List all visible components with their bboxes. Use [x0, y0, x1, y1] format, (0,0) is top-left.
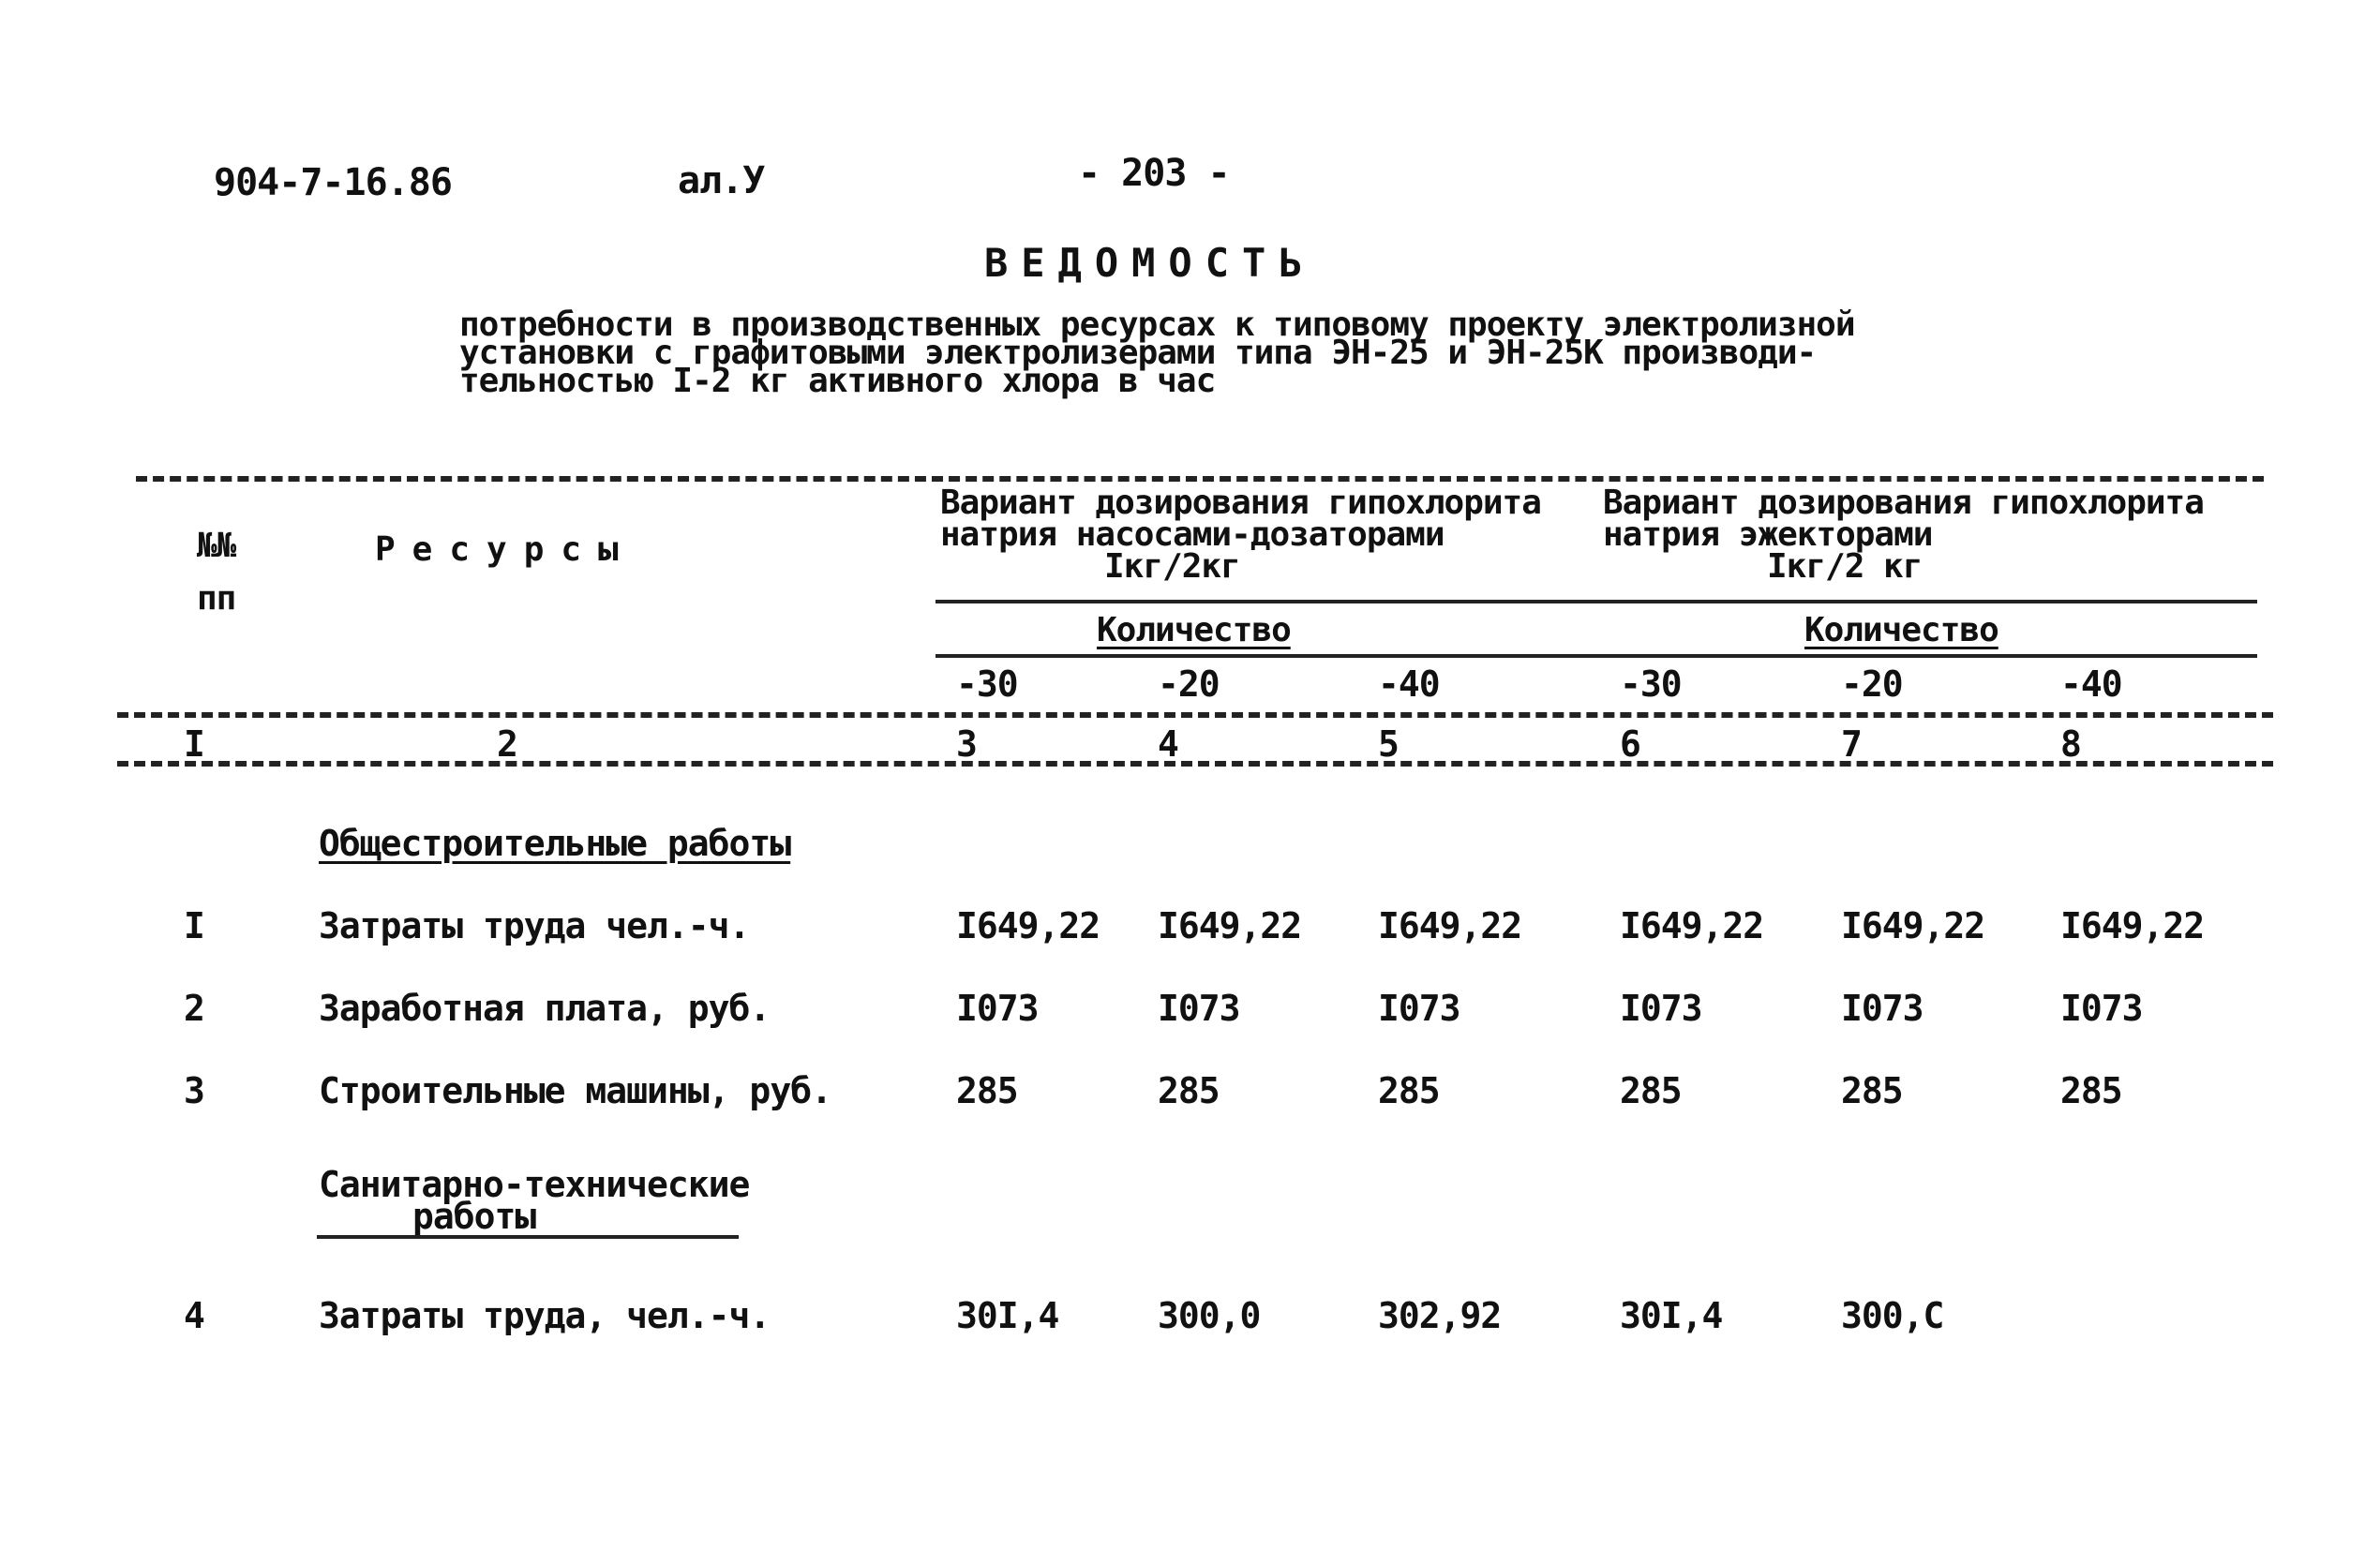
section-title-sanitary-line2: работы	[412, 1196, 536, 1237]
group-header-rule	[936, 600, 2257, 603]
intro-line-2: установки с графитовыми электролизерами типа ЭН-25 и ЭН-25К производи-	[459, 334, 1817, 372]
subheader-col8: -40	[2060, 663, 2122, 705]
group1-header-line1: Вариант дозирования гипохлорита	[940, 484, 1541, 522]
group1-header-line2: натрия насосами-дозаторами	[940, 515, 1444, 554]
document-code: 904-7-16.86	[214, 161, 452, 204]
subheader-col4: -20	[1158, 663, 1220, 705]
subheader-col7: -20	[1841, 663, 1903, 705]
group1-header-line3: Iкг/2кг	[1104, 547, 1240, 586]
row-value: 285	[1378, 1070, 1440, 1111]
column-number-6: 6	[1620, 723, 1640, 765]
row-value: I073	[1158, 988, 1240, 1029]
row-resource-name: Затраты труда, чел.-ч.	[319, 1295, 771, 1336]
page-number: - 203 -	[1078, 152, 1230, 195]
album-number: ал.У	[678, 159, 765, 202]
group2-header-line3: Iкг/2 кг	[1767, 547, 1923, 586]
row-resource-name: Строительные машины, руб.	[319, 1070, 831, 1111]
row-value: 30I,4	[1620, 1295, 1723, 1336]
col-number-header: №№ пп	[197, 527, 236, 618]
column-number-7: 7	[1841, 723, 1862, 765]
row-value: I649,22	[1620, 905, 1764, 946]
column-number-1: I	[184, 723, 204, 765]
row-value: I649,22	[956, 905, 1100, 946]
numbering-bottom-rule	[117, 761, 2273, 767]
row-number: 4	[184, 1295, 204, 1336]
intro-line-1: потребности в производственных ресурсах к типовому проекту электролизной	[459, 305, 1855, 344]
row-value: 285	[1841, 1070, 1903, 1111]
row-value: 300,0	[1158, 1295, 1261, 1336]
row-number: 2	[184, 988, 204, 1029]
row-value: I073	[1841, 988, 1923, 1029]
row-value: I649,22	[2060, 905, 2205, 946]
row-value: 285	[1620, 1070, 1682, 1111]
document-title: ВЕДОМОСТЬ	[984, 240, 1316, 286]
row-value: I073	[1620, 988, 1702, 1029]
row-value: 302,92	[1378, 1295, 1502, 1336]
subheader-col5: -40	[1378, 663, 1440, 705]
group1-quantity-header: Количество	[1097, 611, 1291, 649]
row-value: 285	[1158, 1070, 1220, 1111]
row-value: I073	[956, 988, 1039, 1029]
header-bottom-rule	[117, 712, 2273, 718]
col-resource-header: Ресурсы	[375, 530, 636, 569]
row-value: 285	[956, 1070, 1018, 1111]
group2-header-line1: Вариант дозирования гипохлорита	[1603, 484, 2204, 522]
section-title-general-construction: Общестроительные работы	[319, 823, 791, 864]
row-resource-name: Затраты труда чел.-ч.	[319, 905, 750, 946]
subheader-col3: -30	[956, 663, 1018, 705]
table-top-rule	[136, 476, 2264, 482]
section-title-underline	[317, 1235, 739, 1239]
column-number-3: 3	[956, 723, 977, 765]
row-number: I	[184, 905, 204, 946]
row-value: I649,22	[1841, 905, 1985, 946]
row-value: I073	[1378, 988, 1460, 1029]
row-value: I649,22	[1378, 905, 1522, 946]
column-number-8: 8	[2060, 723, 2081, 765]
column-number-4: 4	[1158, 723, 1178, 765]
row-value: 300,C	[1841, 1295, 1944, 1336]
intro-line-3: тельностью I-2 кг активного хлора в час	[459, 362, 1216, 400]
row-value: 285	[2060, 1070, 2122, 1111]
group2-header-line2: натрия эжекторами	[1603, 515, 1933, 554]
quantity-rule	[936, 654, 2257, 658]
subheader-col6: -30	[1620, 663, 1682, 705]
row-resource-name: Заработная плата, руб.	[319, 988, 771, 1029]
row-number: 3	[184, 1070, 204, 1111]
section-title-sanitary-line1: Санитарно-технические	[319, 1164, 750, 1205]
row-value: I073	[2060, 988, 2143, 1029]
column-number-5: 5	[1378, 723, 1399, 765]
row-value: 30I,4	[956, 1295, 1059, 1336]
column-number-2: 2	[497, 723, 517, 765]
row-value: I649,22	[1158, 905, 1302, 946]
group2-quantity-header: Количество	[1804, 611, 1998, 649]
